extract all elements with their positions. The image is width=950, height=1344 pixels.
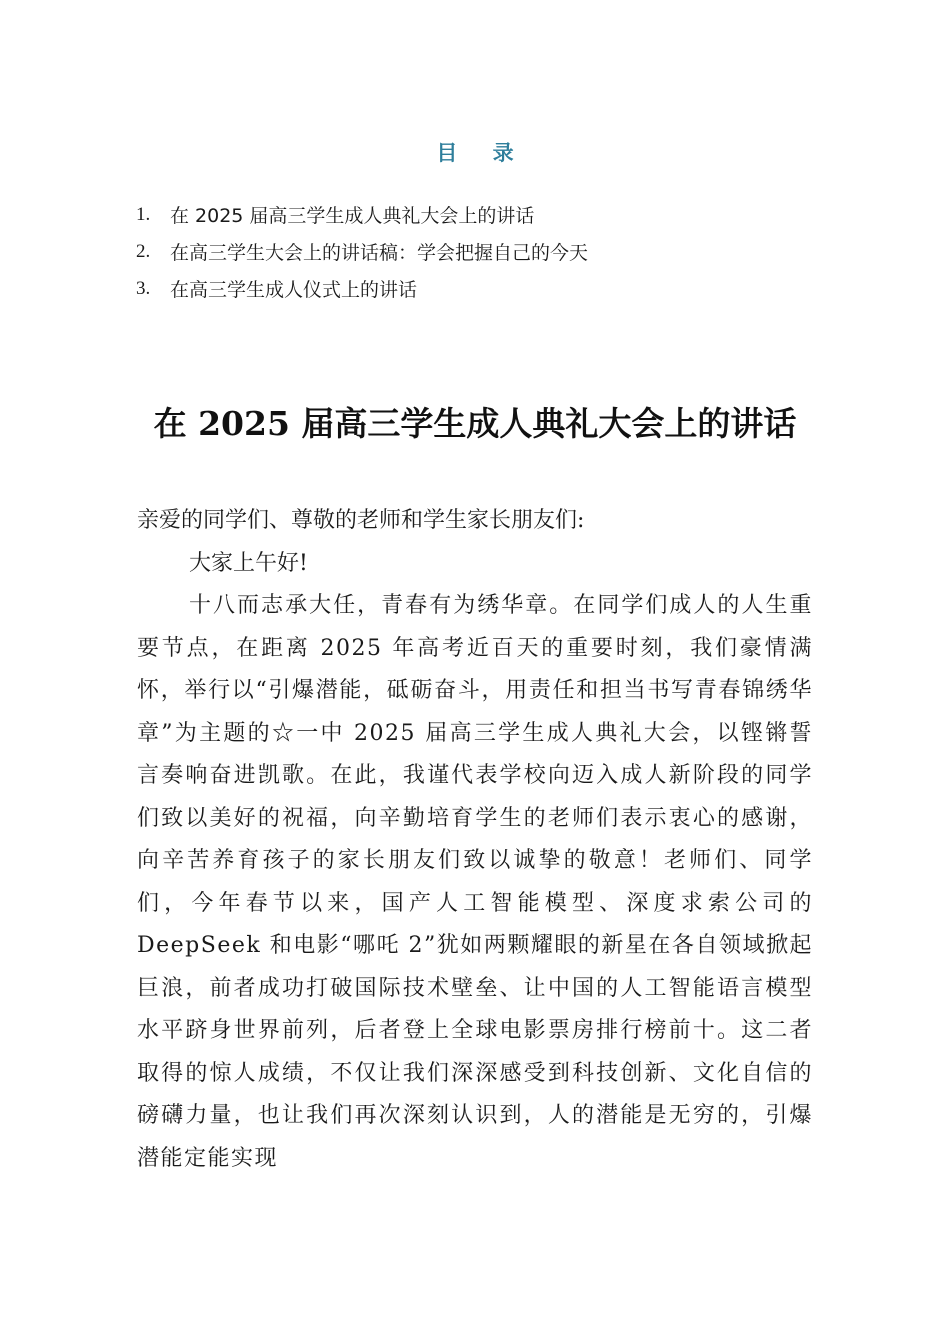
toc-item[interactable] xyxy=(136,233,836,270)
document-title: 在 2025 届高三学生成人典礼大会上的讲话 xyxy=(153,404,797,443)
body-paragraph: 十八而志承大任，青春有为绣华章。在同学们成人的人生重要节点，在距离 2025 年高考近百天的重要时刻，我们豪情满怀，举行以“引爆潜能，砥砺奋斗，用责任和担当书写青春锦绣华章”为主题的☆一中 2025 届高三学生成人典礼大会，以铿锵誓言奏响奋进凯歌。在此，我谨代表学校向迈入成人新阶段的同学们致以美好的祝福，向辛勤培育学生的老师们表示衷心的感谢，向辛苦养育孩子的家长朋友们致以诚挚的敬意！老师们、同学们，今年春节以来，国产人工智能模型、深度求索公司的 DeepSeek 和电影“哪吒 2”犹如两颗耀眼的新星在各自领域掀起巨浪，前者成功打破国际技术壁垒、让中国的人工智能语言模型水平跻身世界前列，后者登上全球电影票房排行榜前十。这二者取得的惊人成绩，不仅让我们深深感受到科技创新、文化自信的磅礴力量，也让我们再次深刻认识到，人的潜能是无穷的，引爆潜能定能实现 xyxy=(137,593,813,1171)
toc-item-label: 在高三学生成人仪式上的讲话 xyxy=(170,279,418,301)
table-of-contents xyxy=(136,196,836,307)
toc-item-number: 1. xyxy=(136,203,151,225)
toc-item-label: 在 2025 届高三学生成人典礼大会上的讲话 xyxy=(170,205,535,227)
toc-item-number: 3. xyxy=(136,277,151,299)
greeting: 大家上午好! xyxy=(189,550,308,576)
toc-title: 目 录 xyxy=(436,141,528,165)
toc-item-label: 在高三学生大会上的讲话稿：学会把握自己的今天 xyxy=(170,242,589,264)
salutation: 亲爱的同学们、尊敬的老师和学生家长朋友们: xyxy=(137,508,585,533)
toc-item-number: 2. xyxy=(136,240,151,262)
document-body xyxy=(137,500,813,1180)
toc-item[interactable] xyxy=(136,196,836,233)
toc-item[interactable] xyxy=(136,270,836,307)
